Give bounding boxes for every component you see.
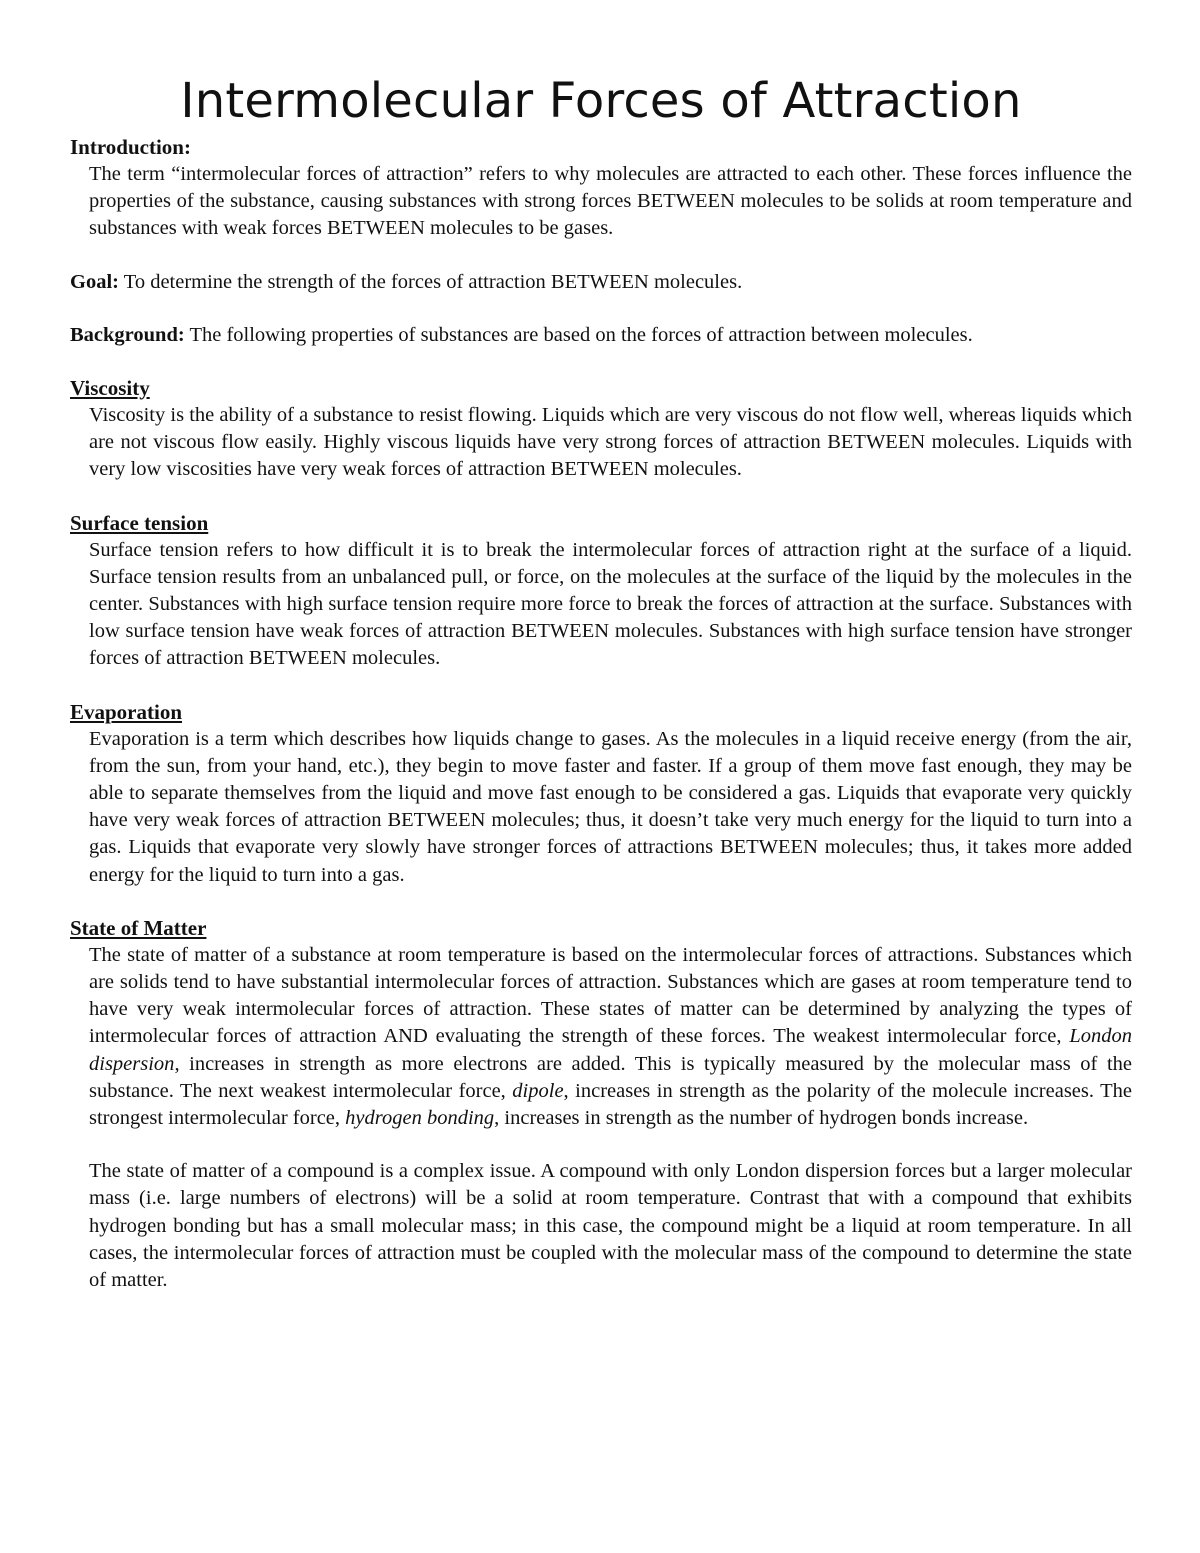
state-of-matter-text-c: , increases in strength as the polarity of the molecule increases. The strongest intermolecular force, (89, 1079, 1132, 1130)
goal-label: Goal: (70, 270, 119, 293)
surface-tension-section (70, 510, 1132, 673)
state-of-matter-paragraph-1 (89, 942, 1132, 1132)
background-label: Background: (70, 323, 185, 346)
surface-tension-heading: Surface tension (70, 510, 209, 535)
introduction-heading: Introduction: (70, 135, 191, 159)
introduction-text: The term “intermolecular forces of attraction” refers to why molecules are attracted to each other. These forces influence the properties of the substance, causing substances with strong forces BETWEEN molecules to be solids at room temperature and substances with weak forces BETWEEN molecules to be gases. (89, 163, 1132, 240)
viscosity-text: Viscosity is the ability of a substance to resist flowing. Liquids which are very viscous do not flow well, whereas liquids which are not viscous flow easily. Highly viscous liquids have very strong forces of attraction BETWEEN molecules. Liquids with very low viscosities have very weak forces of attraction BETWEEN molecules. (89, 404, 1132, 481)
document-page (70, 72, 1132, 1294)
goal-text: To determine the strength of the forces of attraction BETWEEN molecules. (118, 270, 743, 293)
background-text: The following properties of substances are based on the forces of attraction between molecules. (184, 323, 973, 346)
state-of-matter-heading: State of Matter (70, 915, 207, 940)
state-of-matter-section (70, 915, 1132, 1294)
evaporation-heading: Evaporation (70, 699, 183, 724)
introduction-section (70, 134, 1132, 243)
state-of-matter-paragraph-2: The state of matter of a compound is a complex issue. A compound with only London dispersion forces but a larger molecular mass (i.e. large numbers of electrons) will be a solid at room temperature. Contrast that with a compound that exhibits hydrogen bonding but has a small molecular mass; in this case, the compound might be a liquid at room temperature. In all cases, the intermolecular forces of attraction must be coupled with the molecular mass of the compound to determine the state of matter. (89, 1160, 1132, 1292)
state-of-matter-text-b: , increases in strength as more electrons are added. This is typically measured by the molecular mass of the substance. The next weakest intermolecular force, (89, 1052, 1132, 1102)
hydrogen-bonding-term: hydrogen bonding (345, 1107, 495, 1130)
background-paragraph (70, 322, 1132, 349)
evaporation-section (70, 699, 1132, 889)
goal-paragraph (70, 269, 1132, 296)
viscosity-section (70, 375, 1132, 484)
viscosity-heading: Viscosity (70, 376, 150, 401)
dipole-term: dipole (512, 1079, 564, 1102)
evaporation-text: Evaporation is a term which describes how liquids change to gases. As the molecules in a liquid receive energy (from the air, from the sun, from your hand, etc.), they begin to move faster and faster. If a group of them move fast enough, they may be able to separate themselves from the liquid and move fast enough to be considered a gas. Liquids that evaporate very quickly have very weak forces of attraction BETWEEN molecules; thus, it doesn’t take very much energy for the liquid to turn into a gas. Liquids that evaporate very slowly have stronger forces of attractions BETWEEN molecules; thus, it takes more added energy for the liquid to turn into a gas. (89, 727, 1132, 886)
london-dispersion-term: London dispersion (89, 1025, 1132, 1075)
page-title: Intermolecular Forces of Attraction (180, 73, 1022, 129)
surface-tension-text: Surface tension refers to how difficult it is to break the intermolecular forces of attraction right at the surface of a liquid. Surface tension results from an unbalanced pull, or force, on the molecules at the surface of the liquid by the molecules in the center. Substances with high surface tension require more force to break the forces of attraction at the surface. Substances with low surface tension have weak forces of attraction BETWEEN molecules. Substances with high surface tension have stronger forces of attraction BETWEEN molecules. (89, 538, 1132, 670)
state-of-matter-text-a: The state of matter of a substance at room temperature is based on the intermolecular forces of attractions. Substances which are solids tend to have substantial intermolecular forces of attraction. Substances which are gases at room temperature tend to have very weak intermolecular forces of attraction. These states of matter can be determined by analyzing the types of intermolecular forces of attraction AND evaluating the strength of these forces. The weakest intermolecular force, (89, 943, 1132, 1048)
state-of-matter-text-d: , increases in strength as the number of hydrogen bonds increase. (494, 1107, 1029, 1130)
